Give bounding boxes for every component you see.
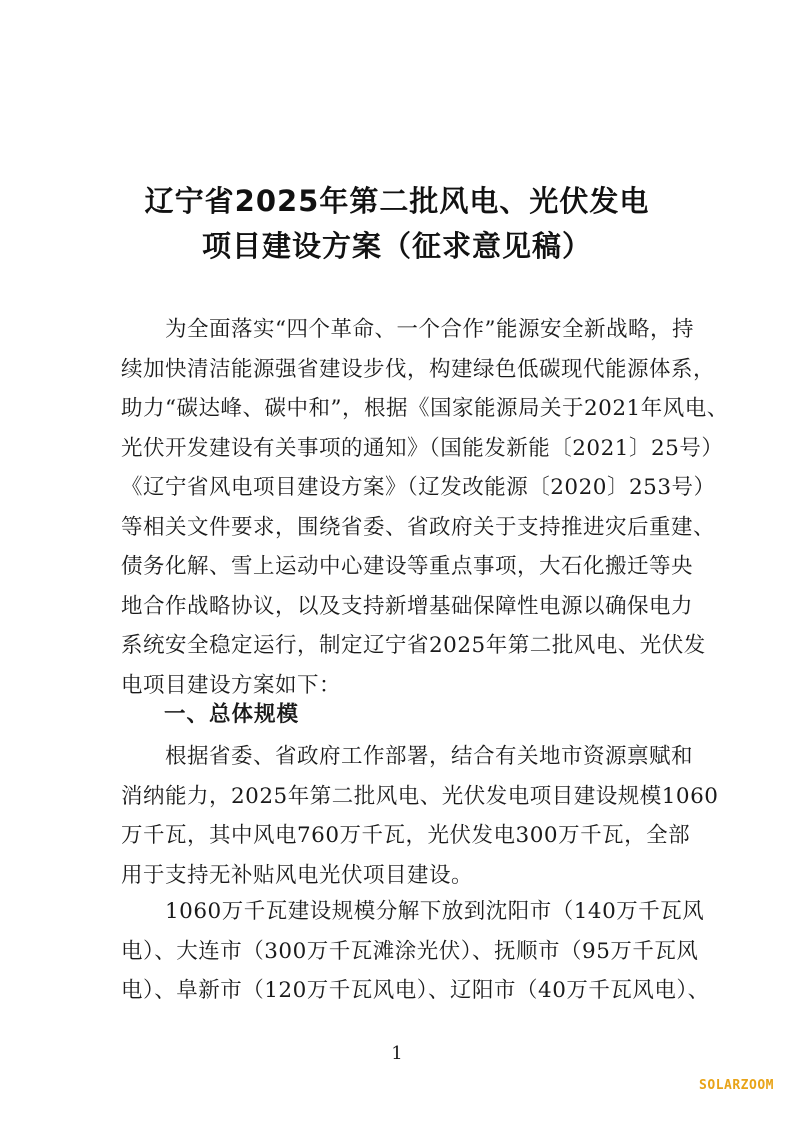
paragraph-line: 用于支持无补贴风电光伏项目建设。 bbox=[121, 862, 474, 888]
intro-paragraph bbox=[121, 310, 729, 705]
paragraph-line: 续加快清洁能源强省建设步伐，构建绿色低碳现代能源体系， bbox=[121, 356, 716, 382]
paragraph-line: 消纳能力，2025年第二批风电、光伏发电项目建设规模1060 bbox=[121, 783, 719, 809]
section-heading-overall-scale: 一、总体规模 bbox=[164, 702, 300, 727]
paragraph-line: 光伏开发建设有关事项的通知》（国能发新能〔2021〕25号） bbox=[121, 435, 724, 461]
paragraph-line: 等相关文件要求，围绕省委、省政府关于支持推进灾后重建、 bbox=[121, 514, 716, 540]
scale-paragraph bbox=[121, 737, 719, 895]
paragraph-line: 为全面落实“四个革命、一个合作”能源安全新战略，持 bbox=[165, 317, 694, 342]
paragraph-line: 万千瓦，其中风电760万千瓦，光伏发电300万千瓦，全部 bbox=[121, 823, 691, 848]
paragraph-line: 系统安全稳定运行，制定辽宁省2025年第二批风电、光伏发 bbox=[121, 633, 706, 658]
solarzoom-watermark: SOLARZOOM bbox=[699, 1078, 774, 1093]
document-title-line-2: 项目建设方案（征求意见稿） bbox=[201, 229, 592, 263]
paragraph-line: 助力“碳达峰、碳中和”，根据《国家能源局关于2021年风电、 bbox=[121, 396, 729, 421]
paragraph-line: 债务化解、雪上运动中心建设等重点事项，大石化搬迁等央 bbox=[121, 554, 694, 579]
document-title-line-1: 辽宁省2025年第二批风电、光伏发电 bbox=[144, 184, 650, 218]
paragraph-line: 《辽宁省风电项目建设方案》（辽发改能源〔2020〕253号） bbox=[121, 475, 716, 500]
paragraph-line: 根据省委、省政府工作部署，结合有关地市资源禀赋和 bbox=[165, 744, 694, 769]
paragraph-line: 电项目建设方案如下： bbox=[121, 672, 342, 698]
allocation-paragraph bbox=[121, 892, 710, 1011]
paragraph-line: 1060万千瓦建设规模分解下放到沈阳市（140万千瓦风 bbox=[165, 899, 705, 924]
paragraph-line: 电）、大连市（300万千瓦滩涂光伏）、抚顺市（95万千瓦风 bbox=[121, 938, 699, 964]
paragraph-line: 地合作战略协议，以及支持新增基础保障性电源以确保电力 bbox=[121, 593, 694, 619]
page-number: 1 bbox=[391, 1043, 403, 1064]
paragraph-line: 电）、阜新市（120万千瓦风电）、辽阳市（40万千瓦风电）、 bbox=[121, 978, 710, 1003]
